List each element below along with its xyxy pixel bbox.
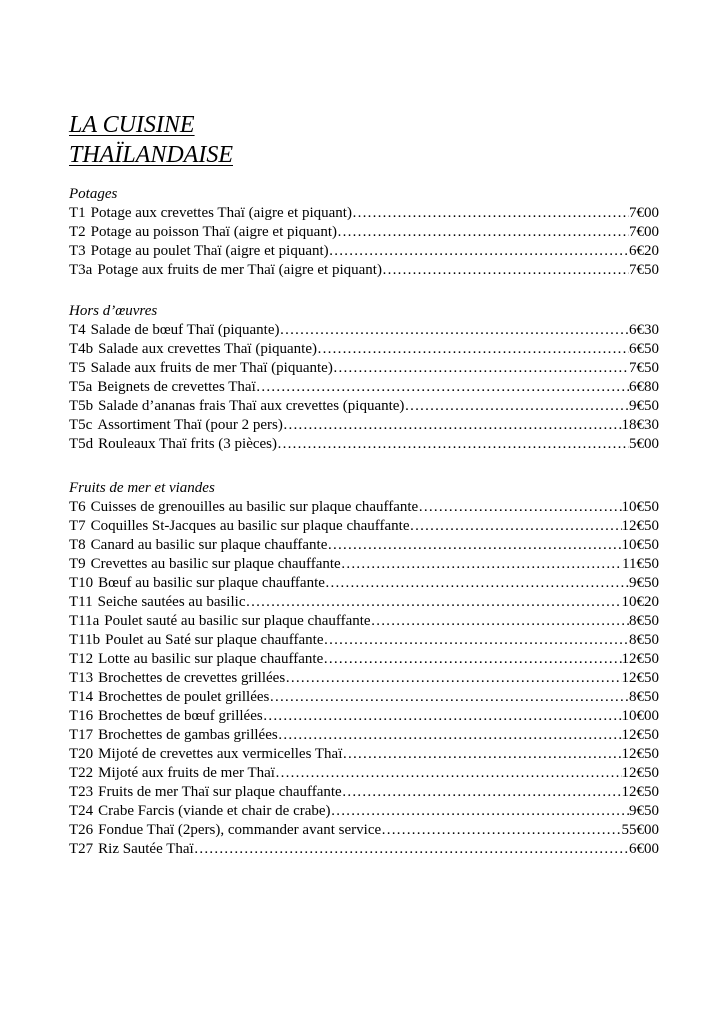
dot-leader: [341, 555, 622, 574]
menu-item-price: 12€50: [621, 784, 659, 800]
menu-item: [69, 359, 659, 378]
menu-item-price: 6€80: [629, 379, 659, 395]
menu-item-name: Crabe Farcis (viande et chair de crabe): [98, 803, 331, 819]
menu-item-name: Seiche sautées au basilic: [97, 594, 246, 610]
menu-item: [69, 223, 659, 242]
menu-item: [69, 242, 659, 261]
menu-item-code: T22: [69, 765, 94, 781]
dot-leader: [337, 223, 629, 242]
dot-leader: [352, 204, 629, 223]
menu-item-code: T23: [69, 784, 94, 800]
section-potages: [69, 185, 659, 280]
menu-item-name: Potage aux crevettes Thaï (aigre et piquant): [90, 205, 352, 221]
menu-item-code: T1: [69, 205, 86, 221]
menu-item-code: T4: [69, 322, 86, 338]
menu-item: [69, 261, 659, 280]
menu-item-name: Salade aux fruits de mer Thaï (piquante): [90, 360, 333, 376]
menu-item-code: T13: [69, 670, 94, 686]
menu-item-name: Coquilles St-Jacques au basilic sur plaque chauffante: [90, 518, 410, 534]
menu-item-name: Cuisses de grenouilles au basilic sur plaque chauffante: [90, 499, 419, 515]
menu-item: [69, 631, 659, 650]
menu-item-price: 7€00: [629, 224, 659, 240]
menu-item: [69, 321, 659, 340]
menu-item-name: Potage aux fruits de mer Thaï (aigre et piquant): [97, 262, 382, 278]
menu-item-price: 12€50: [621, 518, 659, 534]
menu-item: [69, 536, 659, 555]
menu-item-code: T24: [69, 803, 94, 819]
dot-leader: [382, 261, 629, 280]
menu-item-name: Poulet au Saté sur plaque chauffante: [105, 632, 324, 648]
menu-item-price: 8€50: [629, 632, 659, 648]
menu-item: [69, 726, 659, 745]
page-title-line-2: THAÏLANDAISE: [69, 142, 233, 168]
menu-item-name: Salade d’ananas frais Thaï aux crevettes (piquante): [98, 398, 405, 414]
menu-item-code: T12: [69, 651, 94, 667]
dot-leader: [327, 536, 621, 555]
menu-item: [69, 802, 659, 821]
menu-item: [69, 574, 659, 593]
menu-item-name: Salade aux crevettes Thaï (piquante): [98, 341, 317, 357]
page-title-line-1: LA CUISINE: [69, 112, 195, 138]
menu-item-price: 8€50: [629, 689, 659, 705]
dot-leader: [278, 726, 622, 745]
dot-leader: [323, 650, 621, 669]
menu-item: [69, 435, 659, 454]
menu-item-price: 12€50: [621, 670, 659, 686]
menu-item-code: T14: [69, 689, 94, 705]
menu-item: [69, 593, 659, 612]
menu-item-price: 5€00: [629, 436, 659, 452]
menu-item-name: Brochettes de gambas grillées: [98, 727, 278, 743]
menu-item-name: Brochettes de poulet grillées: [98, 689, 270, 705]
menu-item-code: T3: [69, 243, 86, 259]
menu-item: [69, 204, 659, 223]
dot-leader: [333, 359, 629, 378]
menu-item-price: 9€50: [629, 575, 659, 591]
menu-item-code: T11b: [69, 632, 101, 648]
menu-item-price: 12€50: [621, 727, 659, 743]
menu-item-code: T5c: [69, 417, 93, 433]
menu-item-name: Rouleaux Thaï frits (3 pièces): [98, 436, 278, 452]
menu-item: [69, 555, 659, 574]
dot-leader: [331, 802, 629, 821]
menu-item-name: Fruits de mer Thaï sur plaque chauffante: [98, 784, 342, 800]
dot-leader: [404, 397, 629, 416]
dot-leader: [342, 783, 622, 802]
menu-item-price: 10€20: [621, 594, 659, 610]
menu-item: [69, 783, 659, 802]
menu-item-name: Riz Sautée Thaï: [98, 841, 194, 857]
menu-item-code: T20: [69, 746, 94, 762]
dot-leader: [317, 340, 629, 359]
menu-item: [69, 340, 659, 359]
menu-item-code: T3a: [69, 262, 93, 278]
menu-item-code: T6: [69, 499, 86, 515]
menu-item-name: Mijoté aux fruits de mer Thaï: [98, 765, 275, 781]
menu-item-name: Beignets de crevettes Thaï: [97, 379, 256, 395]
menu-item: [69, 764, 659, 783]
menu-item: [69, 821, 659, 840]
menu-item-price: 7€00: [629, 205, 659, 221]
menu-item-code: T4b: [69, 341, 94, 357]
dot-leader: [285, 669, 621, 688]
dot-leader: [275, 764, 622, 783]
menu-item-code: T7: [69, 518, 86, 534]
dot-leader: [263, 707, 622, 726]
menu-item-price: 55€00: [621, 822, 659, 838]
menu-item-code: T2: [69, 224, 86, 240]
menu-item-code: T8: [69, 537, 86, 553]
menu-item-code: T27: [69, 841, 94, 857]
dot-leader: [329, 242, 629, 261]
page-title: [69, 110, 233, 170]
menu-item-name: Brochettes de crevettes grillées: [98, 670, 286, 686]
menu-item-code: T10: [69, 575, 94, 591]
section-fruits-de-mer-et-viandes: [69, 479, 659, 859]
section-title: Potages: [69, 186, 118, 202]
dot-leader: [342, 745, 621, 764]
menu-item: [69, 650, 659, 669]
menu-item-code: T26: [69, 822, 94, 838]
menu-item-price: 18€30: [621, 417, 659, 433]
menu-item: [69, 688, 659, 707]
menu-item: [69, 416, 659, 435]
menu-item: [69, 498, 659, 517]
menu-item: [69, 707, 659, 726]
menu-item-code: T11a: [69, 613, 100, 629]
menu-item-name: Brochettes de bœuf grillées: [98, 708, 263, 724]
menu-item-price: 10€50: [621, 499, 659, 515]
dot-leader: [325, 574, 629, 593]
menu-item-price: 7€50: [629, 360, 659, 376]
menu-item-price: 12€50: [621, 746, 659, 762]
menu-item-price: 12€50: [621, 765, 659, 781]
menu-item-code: T17: [69, 727, 94, 743]
section-hors-doeuvres: [69, 302, 659, 454]
section-title: Hors d’œuvres: [69, 303, 158, 319]
menu-item-name: Poulet sauté au basilic sur plaque chauffante: [104, 613, 371, 629]
menu-item-name: Fondue Thaï (2pers), commander avant service: [98, 822, 382, 838]
dot-leader: [283, 416, 622, 435]
menu-item: [69, 840, 659, 859]
menu-item-code: T5a: [69, 379, 93, 395]
menu-item-price: 7€50: [629, 262, 659, 278]
menu-item-name: Lotte au basilic sur plaque chauffante: [98, 651, 324, 667]
menu-item-name: Mijoté de crevettes aux vermicelles Thaï: [98, 746, 343, 762]
menu-item-price: 10€50: [621, 537, 659, 553]
menu-item-price: 6€20: [629, 243, 659, 259]
dot-leader: [418, 498, 621, 517]
dot-leader: [256, 378, 629, 397]
menu-item-name: Crevettes au basilic sur plaque chauffante: [90, 556, 341, 572]
dot-leader: [324, 631, 629, 650]
dot-leader: [381, 821, 621, 840]
dot-leader: [245, 593, 621, 612]
menu-item-code: T5d: [69, 436, 94, 452]
menu-item: [69, 517, 659, 536]
dot-leader: [280, 321, 630, 340]
menu-item-code: T9: [69, 556, 86, 572]
menu-item: [69, 669, 659, 688]
menu-item-price: 10€00: [621, 708, 659, 724]
menu-item-price: 9€50: [629, 803, 659, 819]
menu-item-price: 11€50: [622, 556, 659, 572]
dot-leader: [269, 688, 629, 707]
menu-item-price: 8€50: [629, 613, 659, 629]
menu-item-name: Bœuf au basilic sur plaque chauffante: [98, 575, 325, 591]
menu-item-code: T16: [69, 708, 94, 724]
menu-item: [69, 745, 659, 764]
menu-item-price: 6€50: [629, 341, 659, 357]
menu-item-price: 9€50: [629, 398, 659, 414]
menu-item-name: Potage au poisson Thaï (aigre et piquant): [90, 224, 337, 240]
dot-leader: [194, 840, 629, 859]
menu-item-name: Assortiment Thaï (pour 2 pers): [97, 417, 283, 433]
menu-item-name: Canard au basilic sur plaque chauffante: [90, 537, 328, 553]
menu-item-name: Potage au poulet Thaï (aigre et piquant): [90, 243, 329, 259]
dot-leader: [277, 435, 629, 454]
menu-item: [69, 378, 659, 397]
menu-item-code: T5b: [69, 398, 94, 414]
menu-item-code: T5: [69, 360, 86, 376]
dot-leader: [371, 612, 629, 631]
menu-item: [69, 397, 659, 416]
menu-item: [69, 612, 659, 631]
menu-item-price: 6€30: [629, 322, 659, 338]
menu-item-price: 6€00: [629, 841, 659, 857]
dot-leader: [409, 517, 621, 536]
menu-item-price: 12€50: [621, 651, 659, 667]
section-title: Fruits de mer et viandes: [69, 480, 215, 496]
menu-item-code: T11: [69, 594, 93, 610]
menu-item-name: Salade de bœuf Thaï (piquante): [90, 322, 280, 338]
